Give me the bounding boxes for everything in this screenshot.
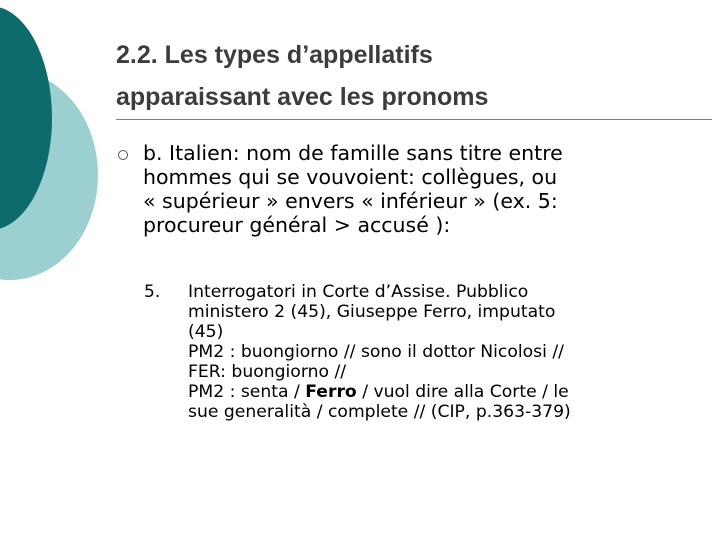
bullet-line: b. Italien: nom de famille sans titre entre <box>143 141 563 165</box>
transcript-segment: / vuol dire alla Corte / le <box>356 382 569 402</box>
hollow-circle-bullet-icon <box>118 150 128 160</box>
transcript-line: (45) <box>188 322 224 342</box>
title-line-2: apparaissant avec les pronoms <box>116 83 489 111</box>
transcript-segment: PM2 : senta / <box>188 382 306 402</box>
transcript-line: PM2 : buongiorno // sono il dottor Nicolosi // <box>188 342 564 362</box>
example-number: 5. <box>144 282 161 302</box>
bullet-line: procureur général > accusé ): <box>143 213 451 237</box>
slide-title <box>116 34 488 118</box>
bold-name: Ferro <box>305 382 357 402</box>
transcript-line: Interrogatori in Corte d’Assise. Pubblico <box>188 282 529 302</box>
example-transcript <box>188 282 713 422</box>
transcript-line: FER: buongiorno // <box>188 362 347 382</box>
transcript-line: ministero 2 (45), Giuseppe Ferro, imputato <box>188 302 556 322</box>
transcript-line-mixed <box>188 382 713 402</box>
title-line-1: 2.2. Les types d’appellatifs <box>116 41 433 69</box>
bullet-paragraph <box>143 141 713 237</box>
bullet-line: « supérieur » envers « inférieur » (ex. 5: <box>143 189 558 213</box>
transcript-line: sue generalità / complete // (CIP, p.363-379) <box>188 402 571 422</box>
title-divider <box>116 119 712 120</box>
bullet-line: hommes qui se vouvoient: collègues, ou <box>143 165 558 189</box>
